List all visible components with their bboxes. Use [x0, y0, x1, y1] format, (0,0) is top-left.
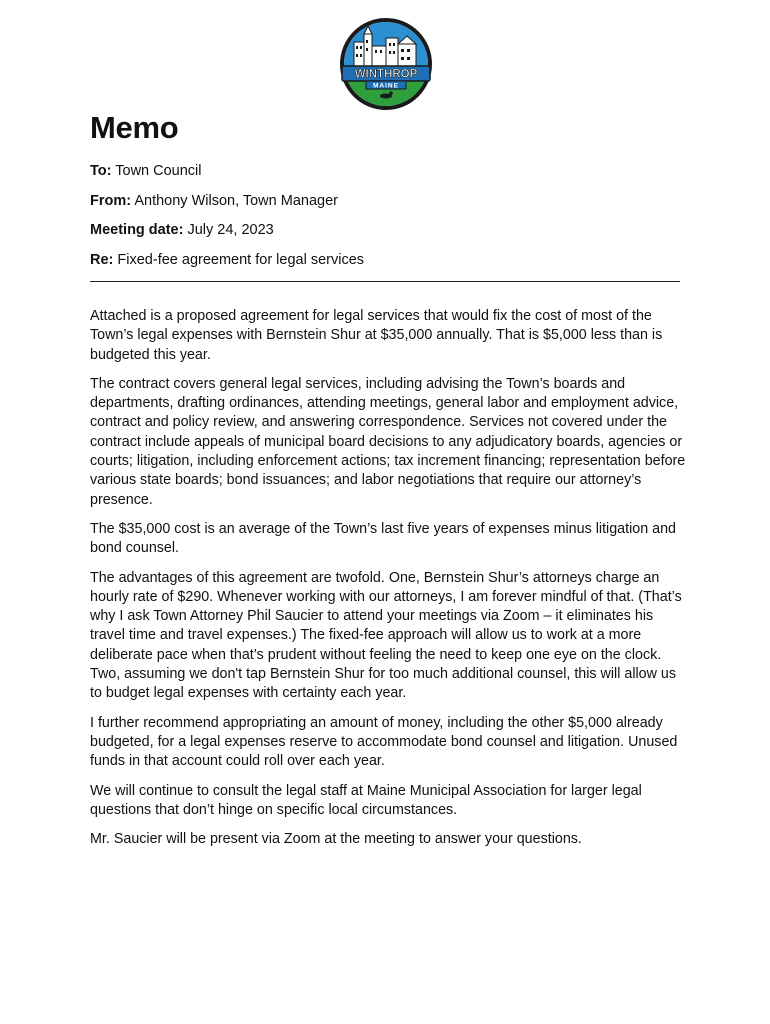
winthrop-maine-seal: [338, 16, 434, 112]
re-label: Re:: [90, 251, 114, 268]
memo-title: Memo: [90, 110, 179, 145]
body-paragraph: I further recommend appropriating an amount of money, including the other $5,000 already budgeted, for a legal expenses reserve to accommodate bond counsel and litigation. Unused funds in that account could roll over each year.: [90, 714, 678, 770]
to-value: Town Council: [115, 163, 202, 179]
from-line: [90, 191, 364, 221]
body-paragraph: The advantages of this agreement are twofold. One, Bernstein Shur’s attorneys charge an hourly rate of $290. Whenever working with our attorneys, I am forever mindful of that. (That’s why I ask Town Attorney Phil Saucier to attend your meetings via Zoom – it eliminates his travel time and travel expenses.) The fixed-fee approach will allow us to work at a more deliberate pace when that’s prudent without feeling the need to keep one eye on the clock. Two, assuming we don't tap Bernstein Shur for too much additional counsel, this will allow us to budget legal expenses with certainty each year.: [90, 569, 682, 702]
re-value: Fixed-fee agreement for legal services: [117, 251, 365, 268]
seal-town-text: WINTHROP: [354, 68, 418, 81]
memo-body: [90, 307, 690, 859]
header-divider: [90, 281, 680, 282]
meeting-date-value: July 24, 2023: [187, 222, 274, 238]
meeting-date-label: Meeting date:: [90, 222, 184, 238]
to-label: To:: [90, 163, 112, 179]
body-paragraph: We will continue to consult the legal staff at Maine Municipal Association for larger legal questions that don’t hinge on specific local circumstances.: [90, 782, 642, 818]
body-paragraph: Mr. Saucier will be present via Zoom at the meeting to answer your questions.: [90, 831, 582, 848]
from-label: From:: [90, 192, 132, 209]
body-paragraph: The contract covers general legal services, including advising the Town’s boards and departments, drafting ordinances, attending meetings, general labor and employment advice, contract and policy review, and answering correspondence. Services not covered under the contract include appeals of municipal board decisions to any adjudicatory boards, agencies or courts; litigation, including enforcement actions; tax increment financing; representation before various state boards; bond issuances; and labor negotiations that require our attorney’s presence.: [90, 375, 686, 508]
from-value: Anthony Wilson, Town Manager: [134, 192, 338, 209]
body-paragraph: Attached is a proposed agreement for legal services that would fix the cost of most of the Town’s legal expenses with Bernstein Shur at $35,000 annually. That is $5,000 less than is budgeted this year.: [90, 308, 663, 363]
memo-header: [90, 161, 364, 279]
to-line: [90, 161, 364, 191]
body-paragraph: The $35,000 cost is an average of the Town’s last five years of expenses minus litigation and bond counsel.: [90, 520, 676, 557]
meeting-date-line: [90, 220, 364, 250]
re-line: [90, 250, 364, 280]
seal-state-text: MAINE: [373, 82, 399, 90]
